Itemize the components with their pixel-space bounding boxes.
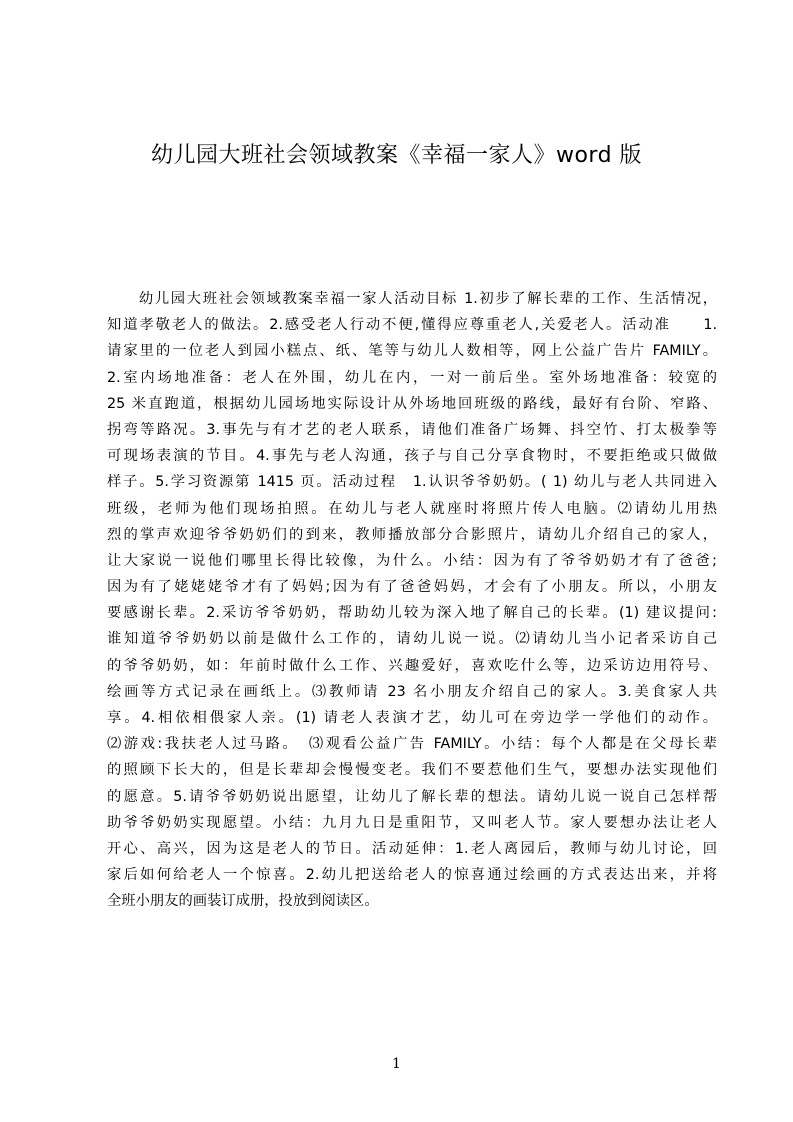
body-line: 绘画等方式记录在画纸上。⑶教师请 23 名小朋友介绍自己的家人。3.美食家人共 <box>107 683 717 700</box>
body-line: 享。4.相依相偎家人亲。(1) 请老人表演才艺，幼儿可在旁边学一学他们的动作。 <box>107 710 717 726</box>
body-line: 样子。5.学习资源第 1415 页。活动过程 1.认识爷爷奶奶。( 1) 幼儿与老人共同进入 <box>107 474 717 491</box>
body-line: 的照顾下长大的，但是长辈却会慢慢变老。我们不要惹他们生气，要想办法实现他们 <box>107 762 717 779</box>
body-line: 谁知道爷爷奶奶以前是做什么工作的，请幼儿说一说。⑵请幼儿当小记者采访自己 <box>107 631 717 648</box>
body-line: 知道孝敬老人的做法。2.感受老人行动不便,懂得应尊重老人,关爱老人。活动准 1. <box>107 317 717 334</box>
body-line: ⑵游戏:我扶老人过马路。 ⑶观看公益广告 FAMILY。小结：每个人都是在父母长辈 <box>107 736 717 753</box>
body-line: 烈的掌声欢迎爷爷奶奶们的到来，教师播放部分合影照片，请幼儿介绍自己的家人， <box>107 526 717 543</box>
body-line: 全班小朋友的画装订成册，投放到阅读区。 <box>107 893 379 910</box>
body-line: 让大家说一说他们哪里长得比较像，为什么。小结：因为有了爷爷奶奶才有了爸爸; <box>107 552 717 569</box>
document-title: 幼儿园大班社会领域教案《幸福一家人》word 版 <box>150 143 643 168</box>
body-line: 可现场表演的节目。4.事先与老人沟通，孩子与自己分享食物时，不要拒绝或只做做 <box>107 448 717 465</box>
body-line: 请家里的一位老人到园小糕点、纸、笔等与幼儿人数相等，网上公益广告片 FAMILY。 <box>107 343 717 360</box>
body-line: 幼儿园大班社会领域教案幸福一家人活动目标 1.初步了解长辈的工作、生活情况， <box>107 291 717 307</box>
body-line: 拐弯等路况。3.事先与有才艺的老人联系，请他们准备广场舞、抖空竹、打太极拳等 <box>107 421 717 438</box>
body-line: 的爷爷奶奶，如：年前时做什么工作、兴趣爱好，喜欢吃什么等，边采访边用符号、 <box>107 657 717 674</box>
body-line: 要感谢长辈。2.采访爷爷奶奶，帮助幼儿较为深入地了解自己的长辈。(1) 建议提问: <box>107 605 717 622</box>
body-line: 2.室内场地准备：老人在外围，幼儿在内，一对一前后坐。室外场地准备：较宽的 <box>107 369 717 386</box>
body-line: 因为有了姥姥姥爷才有了妈妈;因为有了爸爸妈妈，才会有了小朋友。所以，小朋友 <box>107 579 717 596</box>
body-line: 家后如何给老人一个惊喜。2.幼儿把送给老人的惊喜通过绘画的方式表达出来，并将 <box>107 867 717 884</box>
body-line: 开心、高兴，因为这是老人的节日。活动延伸：1.老人离园后，教师与幼儿讨论，回 <box>107 840 717 857</box>
body-line: 25 米直跑道，根据幼儿园场地实际设计从外场地回班级的路线，最好有台阶、窄路、 <box>107 395 717 412</box>
body-line: 班级，老师为他们现场拍照。在幼儿与老人就座时将照片传人电脑。⑵请幼儿用热 <box>107 500 717 517</box>
body-line: 助爷爷奶奶实现愿望。小结：九月九日是重阳节，又叫老人节。家人要想办法让老人 <box>107 814 717 831</box>
page-number: 1 <box>392 1056 401 1072</box>
document-body <box>107 286 717 915</box>
body-line: 的愿意。5.请爷爷奶奶说出愿望，让幼儿了解长辈的想法。请幼儿说一说自己怎样帮 <box>107 788 717 805</box>
